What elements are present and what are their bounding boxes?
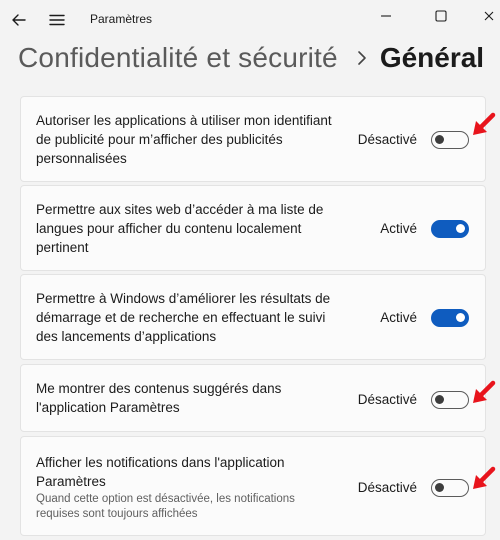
app-launch-tracking-toggle[interactable] (431, 309, 469, 327)
setting-label: Autoriser les applications à utiliser mon identifiant de publicité pour m’afficher des publicités personnalisées (36, 113, 332, 166)
setting-state-label: Activé (380, 310, 417, 325)
setting-state-label: Désactivé (357, 392, 417, 407)
app-title: Paramètres (90, 12, 153, 26)
advertising-id-toggle[interactable] (431, 131, 469, 149)
setting-card-advertising-id (20, 96, 486, 182)
minimize-button[interactable] (375, 5, 397, 27)
setting-state-label: Désactivé (357, 132, 417, 147)
annotation-arrow-icon (470, 380, 496, 406)
navigation-menu-button[interactable] (46, 9, 68, 31)
setting-label: Permettre à Windows d’améliorer les résultats de démarrage et de recherche en effectuant le suivi des lancements d’applications (36, 291, 331, 344)
maximize-icon (434, 9, 448, 23)
notifications-toggle[interactable] (431, 479, 469, 497)
chevron-right-icon (356, 50, 368, 66)
page-title: Général (379, 42, 485, 73)
toggle-knob (456, 313, 465, 322)
breadcrumb-parent-link[interactable]: Confidentialité et sécurité (18, 42, 338, 73)
close-button[interactable] (478, 5, 500, 27)
language-list-toggle[interactable] (431, 220, 469, 238)
suggested-content-toggle[interactable] (431, 391, 469, 409)
toggle-knob (435, 135, 444, 144)
close-icon (482, 9, 496, 23)
annotation-arrow-icon (470, 466, 496, 492)
setting-label: Afficher les notifications dans l'application Paramètres (36, 455, 285, 489)
setting-card-app-launch-tracking (20, 274, 486, 360)
setting-card-language-list (20, 185, 486, 271)
annotation-arrow-icon (470, 112, 496, 138)
title-bar (0, 0, 500, 40)
toggle-knob (456, 224, 465, 233)
back-arrow-icon (8, 9, 30, 31)
toggle-knob (435, 483, 444, 492)
setting-card-notifications (20, 436, 486, 536)
toggle-knob (435, 395, 444, 404)
setting-state-label: Activé (380, 221, 417, 236)
minimize-icon (379, 9, 393, 23)
setting-label: Permettre aux sites web d’accéder à ma liste de langues pour afficher du contenu localement pertinent (36, 202, 324, 255)
hamburger-menu-icon (46, 9, 68, 31)
back-button[interactable] (8, 9, 30, 31)
setting-state-label: Désactivé (357, 480, 417, 495)
maximize-button[interactable] (430, 5, 452, 27)
setting-label: Me montrer des contenus suggérés dans l'application Paramètres (36, 381, 282, 415)
setting-card-suggested-content (20, 364, 486, 432)
breadcrumb (18, 42, 498, 82)
setting-description: Quand cette option est désactivée, les notifications requises sont toujours affichées (36, 493, 295, 520)
